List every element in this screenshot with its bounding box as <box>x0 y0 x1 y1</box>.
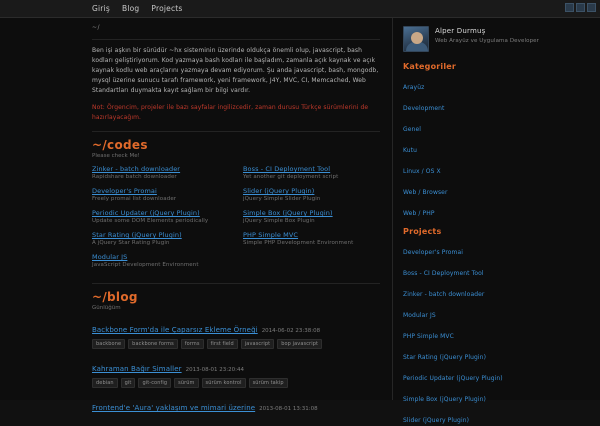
tag[interactable]: git <box>121 378 136 388</box>
tag[interactable]: backbone <box>92 339 125 349</box>
tag[interactable]: first field <box>207 339 238 349</box>
sidebar-project-zinker[interactable]: Zinker - batch downloader <box>403 291 485 298</box>
profile-name: Alper Durmuş <box>435 27 486 35</box>
code-item <box>92 231 229 246</box>
intro-paragraph: Ben işi aşkın bir sürüdür ~hx sisteminin üzerinde oldukça önemli olup, javascript, bash kodları geliştiriyorum. Kod yazmaya bash kodları ile başladım, zamanla açık kaynak ve açık kaynak kodlu web araçlarını yazmaya devam ediyorum. Şu anda javascript, bash, mongodb, mysql üzerine sunucu tarafı framework, yeni framework, J4Y, MVC, CI, Memcached, Web Standartları duymakta kayıt sağlam bir bilgi vardır. <box>92 47 379 94</box>
sidebar-item-genel[interactable]: Genel <box>403 126 422 133</box>
sidebar-project-developers-promai[interactable]: Developer's Promai <box>403 249 464 256</box>
code-item <box>243 209 380 224</box>
profile-role: Web Arayüz ve Uygulama Developer <box>435 38 540 44</box>
sidebar-project-star-rating[interactable]: Star Rating (jQuery Plugin) <box>403 354 487 361</box>
code-description: JavaScript Development Environment <box>92 262 199 269</box>
intro-note: Not: Örgencim, projeler ile bazı sayfalar ingilizcedir, zaman durusu Türkçe sürümlerini de hazırlayacağım. <box>92 104 369 122</box>
tag[interactable]: bop javascript <box>277 339 322 349</box>
projects-list <box>403 239 590 426</box>
list-item <box>403 281 590 300</box>
blog-heading: ~/blog <box>92 290 138 305</box>
code-item <box>92 253 229 268</box>
tag[interactable]: debian <box>92 378 118 388</box>
list-item <box>403 137 590 156</box>
sidebar-project-php-simple-mvc[interactable]: PHP Simple MVC <box>403 333 454 340</box>
list-item <box>403 239 590 258</box>
sidebar-project-modular-js[interactable]: Modular JS <box>403 312 436 319</box>
sidebar <box>392 18 600 424</box>
tag[interactable]: backbone forms <box>128 339 178 349</box>
nav-item-giris[interactable]: Giriş <box>92 3 110 13</box>
code-link[interactable]: Simple Box (jQuery Plugin) <box>243 209 333 218</box>
list-item <box>92 356 380 388</box>
code-item <box>243 231 380 246</box>
divider-codes <box>92 131 380 132</box>
code-item <box>92 187 229 202</box>
tag[interactable]: javascript <box>241 339 274 349</box>
window-chrome-icons <box>565 3 596 12</box>
categories-list <box>403 74 590 219</box>
list-item <box>403 386 590 405</box>
top-navigation <box>0 0 600 18</box>
list-item <box>403 179 590 198</box>
code-description: Simple PHP Development Environment <box>243 240 354 247</box>
close-icon[interactable] <box>587 3 596 12</box>
categories-heading: Kategoriler <box>403 62 457 71</box>
code-link[interactable]: Modular JS <box>92 253 128 262</box>
divider-top <box>92 39 380 40</box>
code-description: A jQuery Star Rating Plugin <box>92 240 170 247</box>
nav-item-projects[interactable]: Projects <box>151 3 183 13</box>
code-description: Rapidshare batch downloader <box>92 174 177 181</box>
sidebar-project-simple-box[interactable]: Simple Box (jQuery Plugin) <box>403 396 486 403</box>
code-link[interactable]: Zinker - batch downloader <box>92 165 181 174</box>
sidebar-item-web-browser[interactable]: Web / Browser <box>403 189 448 196</box>
code-link[interactable]: PHP Simple MVC <box>243 231 299 240</box>
codes-subtitle: Please check Me! <box>92 153 140 160</box>
list-item <box>92 317 380 349</box>
tag[interactable]: sürüm <box>174 378 198 388</box>
code-item <box>92 165 229 180</box>
page-body <box>0 18 600 424</box>
codes-column-right <box>243 165 380 275</box>
nav-item-blog[interactable]: Blog <box>121 3 140 13</box>
blog-post-link[interactable]: Frontend'e 'Aura' yaklaşım ve mimari üzerine <box>92 404 256 413</box>
profile-text <box>435 26 539 44</box>
code-item <box>92 209 229 224</box>
list-item <box>403 302 590 321</box>
blog-post-date: 2014-06-02 23:38:08 <box>261 328 321 335</box>
profile-block <box>403 26 590 52</box>
list-item <box>403 260 590 279</box>
list-item <box>403 407 590 426</box>
code-link[interactable]: Slider (jQuery Plugin) <box>243 187 315 196</box>
list-item <box>92 395 380 414</box>
root-label: ~/ <box>92 24 101 31</box>
code-link[interactable]: Developer's Promai <box>92 187 157 196</box>
code-description: jQuery Simple Slider Plugin <box>243 196 321 203</box>
list-item <box>403 200 590 219</box>
main-content <box>0 18 392 413</box>
tag[interactable]: git-config <box>138 378 171 388</box>
blog-list <box>92 317 380 414</box>
blog-post-link[interactable]: Backbone Form'da ile Çaparsız Ekleme Örneği <box>92 326 258 335</box>
blog-post-date: 2013-08-01 23:20:44 <box>185 367 245 374</box>
codes-column-left <box>92 165 229 275</box>
list-item <box>403 365 590 384</box>
sidebar-item-web-php[interactable]: Web / PHP <box>403 210 435 217</box>
blog-post-date: 2013-08-01 13:31:08 <box>259 406 318 413</box>
list-item <box>403 74 590 93</box>
intro-block <box>92 46 380 123</box>
code-item <box>243 165 380 180</box>
divider-blog <box>92 283 380 284</box>
code-description: Update some DOM Elements periodically <box>92 218 209 225</box>
code-link[interactable]: Star Rating (jQuery Plugin) <box>92 231 182 240</box>
projects-heading: Projects <box>403 227 442 236</box>
code-link[interactable]: Boss - CI Deployment Tool <box>243 165 331 174</box>
list-item <box>403 344 590 363</box>
sidebar-item-kutu[interactable]: Kutu <box>403 147 417 154</box>
code-description: Freely promai list downloader <box>92 196 177 203</box>
avatar <box>403 26 429 52</box>
tag-list <box>92 339 380 349</box>
list-item <box>403 158 590 177</box>
blog-post-link[interactable]: Kahraman Bağır Simaller <box>92 365 182 374</box>
codes-grid <box>92 165 380 275</box>
maximize-icon[interactable] <box>576 3 585 12</box>
sidebar-item-linux-osx[interactable]: Linux / OS X <box>403 168 441 175</box>
sidebar-item-arayuz[interactable]: Arayüz <box>403 84 425 91</box>
tag[interactable]: sürüm kontrol <box>202 378 246 388</box>
list-item <box>403 323 590 342</box>
sidebar-project-boss-ci-deployment-tool[interactable]: Boss - CI Deployment Tool <box>403 270 484 277</box>
code-link[interactable]: Periodic Updater (jQuery Plugin) <box>92 209 200 218</box>
codes-heading: ~/codes <box>92 138 148 153</box>
list-item <box>403 116 590 135</box>
blog-subtitle: Günlüğüm <box>92 305 121 312</box>
code-description: jQuery Simple Box Plugin <box>243 218 315 225</box>
sidebar-project-periodic-updater[interactable]: Periodic Updater (jQuery Plugin) <box>403 375 503 382</box>
sidebar-item-development[interactable]: Development <box>403 105 445 112</box>
list-item <box>403 95 590 114</box>
tag[interactable]: forms <box>181 339 204 349</box>
minimize-icon[interactable] <box>565 3 574 12</box>
tag[interactable]: sürüm takip <box>249 378 288 388</box>
tag-list <box>92 378 380 388</box>
sidebar-project-slider[interactable]: Slider (jQuery Plugin) <box>403 417 470 424</box>
code-item <box>243 187 380 202</box>
code-description: Yet another git deployment script <box>243 174 339 181</box>
